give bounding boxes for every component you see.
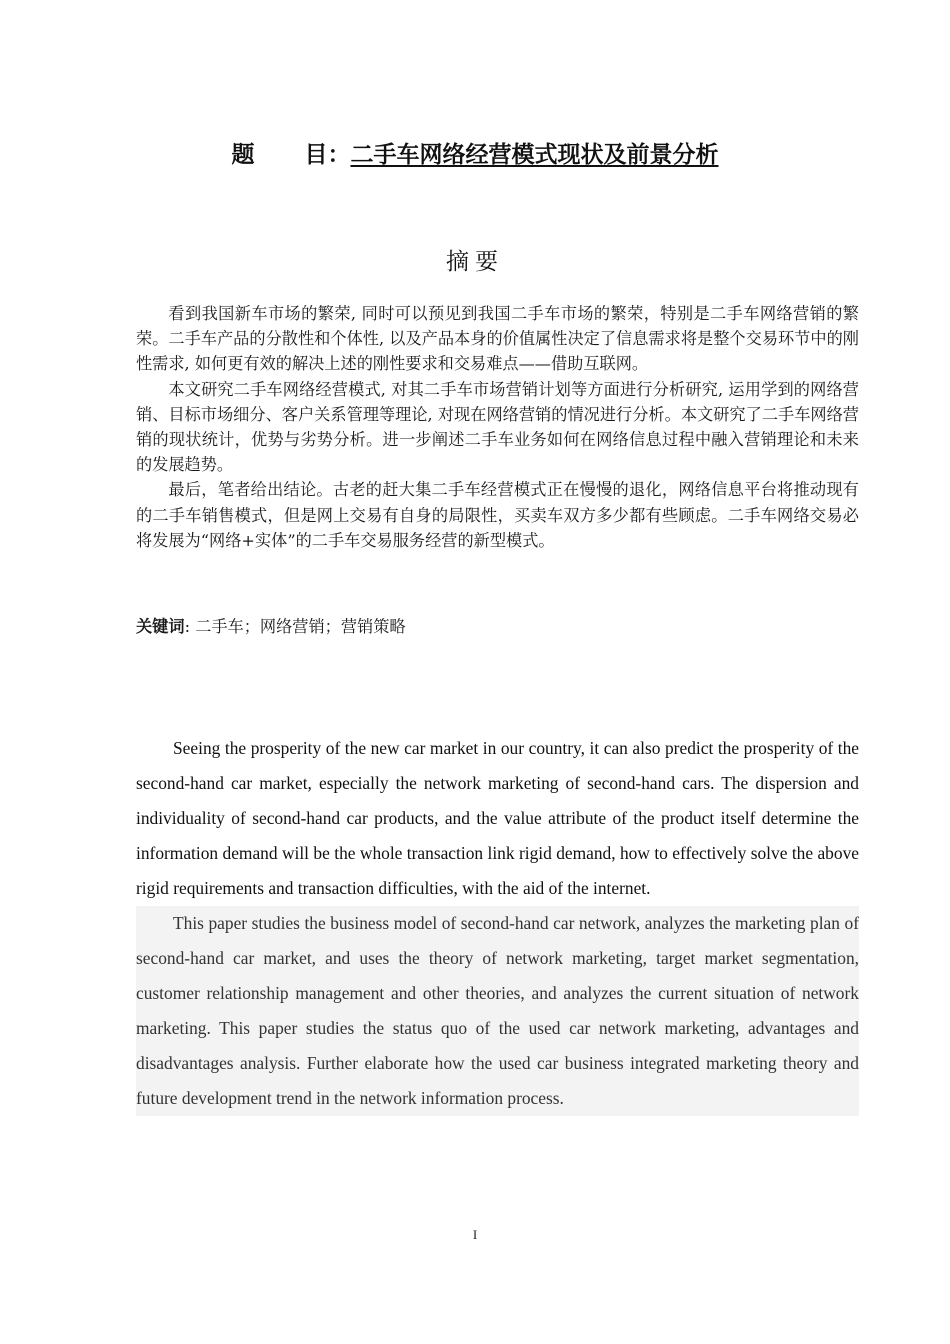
english-abstract-paragraph-2: This paper studies the business model of second-hand car network, analyzes the marketing plan of second-hand car market, and uses the theory of network marketing, target market segmentation, customer relationship management and other theories, and analyzes the current situation of network marketing. This paper studies the status quo of the used car network marketing, advantages and disadvantages analysis. Further elaborate how the used car business integrated marketing theory and future development trend in the network information process. [136, 906, 859, 1116]
keywords-line [136, 613, 406, 637]
english-abstract-paragraph-1: Seeing the prosperity of the new car market in our country, it can also predict the prosperity of the second-hand car market, especially the network marketing of second-hand cars. The dispersion and individuality of second-hand car products, and the value attribute of the product itself determine the information demand will be the whole transaction link rigid demand, how to effectively solve the above rigid requirements and transaction difficulties, with the aid of the internet. [136, 738, 859, 898]
english-abstract [136, 731, 859, 1116]
thesis-title [0, 136, 950, 169]
keywords-label: 关键词 [136, 617, 185, 636]
chinese-abstract-paragraph-3: 最后，笔者给出结论。古老的赶大集二手车经营模式正在慢慢的退化，网络信息平台将推动现有的二手车销售模式，但是网上交易有自身的局限性，买卖车双方多少都有些顾虑。二手车网络交易必将发展为“网络+实体”的二手车交易服务经营的新型模式。 [136, 480, 859, 550]
abstract-heading: 摘要 [446, 249, 504, 275]
title-text: 二手车网络经营模式现状及前景分析 [350, 142, 719, 168]
keywords-separator: : [184, 617, 191, 636]
chinese-abstract-paragraph-1: 看到我国新车市场的繁荣, 同时可以预见到我国二手车市场的繁荣，特别是二手车网络营销的繁荣。二手车产品的分散性和个体性, 以及产品本身的价值属性决定了信息需求将是整个交易环节中的刚性需求, 如何更有效的解决上述的刚性要求和交易难点——借助互联网。 [136, 304, 859, 374]
chinese-abstract [136, 301, 859, 553]
keywords-values: 二手车；网络营销；营销策略 [195, 617, 406, 636]
title-label-char-2: 目： [304, 142, 351, 168]
title-label [232, 142, 351, 168]
page-number: I [472, 1227, 478, 1242]
chinese-abstract-paragraph-2: 本文研究二手车网络经营模式, 对其二手车市场营销计划等方面进行分析研究, 运用学到的网络营销、目标市场细分、客户关系管理等理论, 对现在网络营销的情况进行分析。本文研究了二手车网络营销的现状统计，优势与劣势分析。进一步阐述二手车业务如何在网络信息过程中融入营销理论和未来的发展趋势。 [136, 379, 859, 475]
title-label-char-1: 题 [231, 142, 255, 168]
